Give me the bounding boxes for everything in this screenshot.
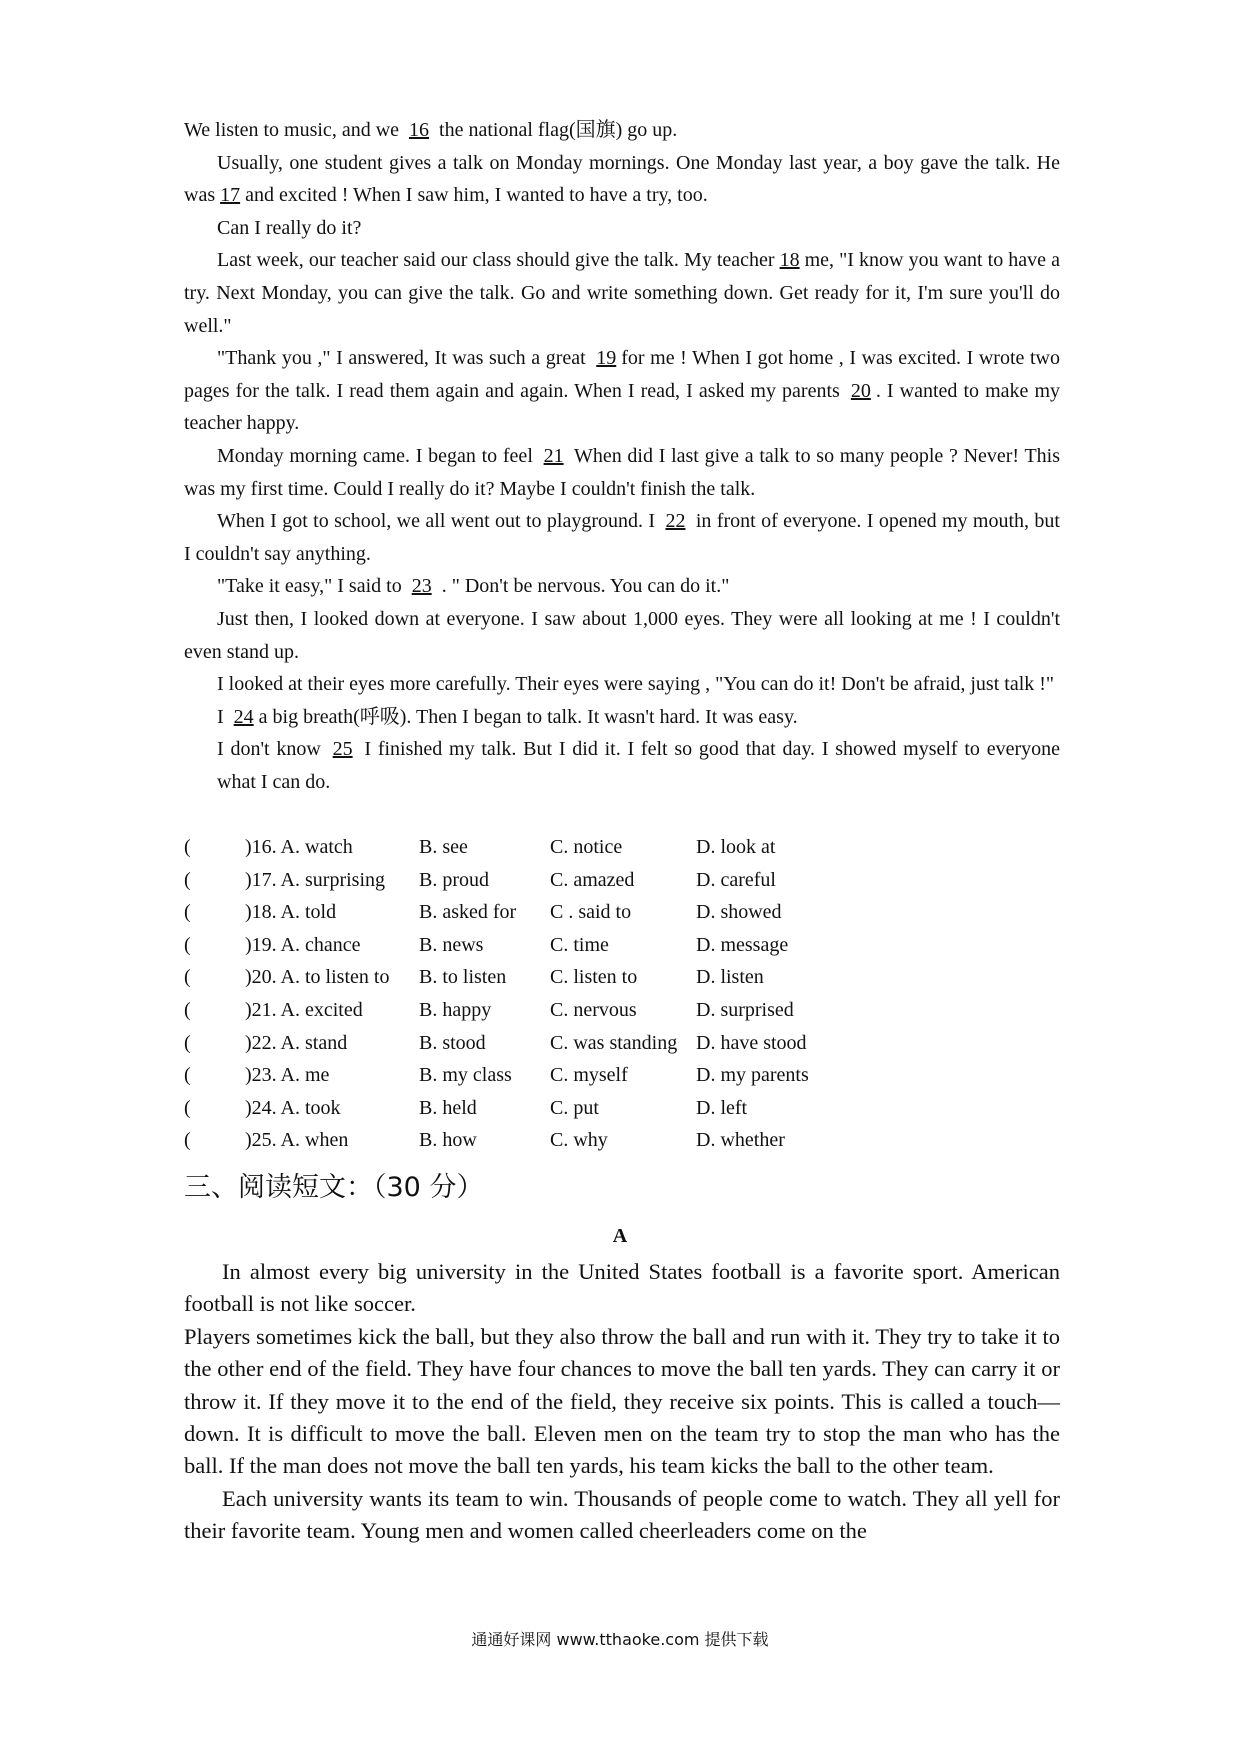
option-d: D. have stood [696, 1031, 807, 1054]
reading-paragraph: In almost every big university in the United States football is a favorite sport. American football is not like soccer. [184, 1259, 1060, 1317]
answer-paren: ( [184, 933, 191, 956]
passage-label: A [612, 1225, 628, 1247]
cloze-passage [184, 114, 1060, 798]
option-c: C. put [550, 1096, 599, 1119]
option-b: B. proud [419, 868, 489, 891]
blank-25: 25 [332, 738, 353, 761]
passage-paragraph: Can I really do it? [217, 216, 362, 239]
option-a: )23. A. me [245, 1064, 330, 1087]
blank-24: 24 [233, 705, 254, 728]
option-d: D. showed [696, 901, 782, 924]
blank-16: 16 [409, 119, 430, 141]
footer-credit: 通通好课网 www.tthaoke.com 提供下载 [471, 1630, 769, 1649]
passage-paragraph: "Take it easy," I said to 23 . " Don't be nervous. You can do it." [217, 575, 730, 598]
option-d: D. left [696, 1096, 748, 1119]
option-a: )18. A. told [245, 901, 337, 924]
option-c: C. was standing [550, 1031, 678, 1054]
option-c: C. nervous [550, 998, 637, 1021]
blank-20: 20 [850, 379, 871, 402]
blank-17: 17 [220, 184, 241, 207]
question-row [184, 1059, 1060, 1092]
blank-19: 19 [596, 347, 617, 370]
option-a: )19. A. chance [245, 933, 361, 956]
option-b: B. how [419, 1129, 477, 1152]
passage-paragraph: "Thank you ," I answered, It was such a great 19 for me ! When I got home , I was excited. I wrote two pages for the talk. I read them again and again. When I read, I asked my parents 20 . I wanted to make my teacher happy. [184, 347, 1060, 435]
option-a: )21. A. excited [245, 998, 363, 1021]
blank-21: 21 [543, 444, 564, 467]
option-d: D. careful [696, 868, 776, 891]
option-c: C . said to [550, 901, 632, 924]
option-c: C. myself [550, 1064, 628, 1087]
blank-18: 18 [779, 249, 800, 272]
option-d: D. whether [696, 1129, 785, 1152]
option-c: C. time [550, 933, 609, 956]
option-a: )20. A. to listen to [245, 966, 390, 989]
section-heading: 三、阅读短文：（30 分） [184, 1172, 484, 1203]
option-a: )24. A. took [245, 1096, 341, 1119]
option-b: B. news [419, 933, 484, 956]
option-d: D. message [696, 933, 789, 956]
question-row [184, 994, 1060, 1027]
question-options [184, 831, 1060, 1157]
option-c: C. amazed [550, 868, 635, 891]
option-d: D. surprised [696, 998, 794, 1021]
option-b: B. held [419, 1096, 477, 1119]
answer-paren: ( [184, 901, 191, 924]
answer-paren: ( [184, 1031, 191, 1054]
answer-paren: ( [184, 966, 191, 989]
option-b: B. happy [419, 998, 492, 1021]
option-d: D. look at [696, 836, 776, 858]
question-row [184, 1027, 1060, 1060]
option-a: )16. A. watch [245, 836, 353, 858]
answer-paren: ( [184, 868, 191, 891]
answer-paren: ( [184, 998, 191, 1021]
blank-22: 22 [665, 510, 686, 533]
question-row [184, 929, 1060, 962]
question-row [184, 831, 1060, 864]
question-row [184, 961, 1060, 994]
reading-paragraph: Each university wants its team to win. Thousands of people come to watch. They all yell for their favorite team. Young men and women called cheerleaders come on the [184, 1485, 1060, 1544]
option-d: D. my parents [696, 1064, 809, 1087]
passage-paragraph: Just then, I looked down at everyone. I saw about 1,000 eyes. They were all looking at me ! I couldn't even stand up. [184, 607, 1060, 663]
passage-paragraph: Monday morning came. I began to feel 21 When did I last give a talk to so many people ? Never! This was my first time. Could I really do it? Maybe I couldn't finish the talk. [184, 444, 1061, 500]
option-a: )22. A. stand [245, 1031, 348, 1054]
passage-paragraph: When I got to school, we all went out to playground. I 22 in front of everyone. I opened my mouth, but I couldn't say anything. [184, 510, 1060, 565]
answer-paren: ( [184, 836, 191, 858]
option-b: B. asked for [419, 901, 517, 924]
reading-paragraph: Players sometimes kick the ball, but they also throw the ball and run with it. They try to take it to the other end of the field. They have four chances to move the ball ten yards. They can carry it or throw it. If they move it to the end of the field, they receive six points. This is called a touch—down. It is difficult to move the ball. Eleven men on the team try to stop the man who has the ball. If the man does not move the ball ten yards, his team kicks the ball to the other team. [184, 1323, 1060, 1479]
passage-paragraph: Last week, our teacher said our class should give the talk. My teacher 18 me, "I know you want to have a try. Next Monday, you can give the talk. Go and write something down. Get ready for it, I'm sure you'll do well." [184, 249, 1061, 337]
option-b: B. see [419, 836, 468, 858]
answer-paren: ( [184, 1129, 191, 1152]
reading-passage [184, 1256, 1060, 1548]
passage-paragraph: I 24 a big breath(呼吸). Then I began to talk. It wasn't hard. It was easy. [217, 705, 798, 728]
option-a: )25. A. when [245, 1129, 349, 1152]
option-b: B. stood [419, 1031, 486, 1054]
option-b: B. to listen [419, 966, 507, 989]
passage-paragraph: I don't know 25 I finished my talk. But I did it. I felt so good that day. I showed myself to everyone what I can do. [217, 738, 1061, 793]
blank-23: 23 [411, 575, 432, 598]
question-row [184, 1124, 1060, 1157]
passage-paragraph: I looked at their eyes more carefully. Their eyes were saying , "You can do it! Don't be afraid, just talk !" [217, 673, 1055, 696]
question-row [184, 864, 1060, 897]
option-c: C. notice [550, 836, 623, 858]
question-row [184, 1092, 1060, 1125]
answer-paren: ( [184, 1064, 191, 1087]
option-b: B. my class [419, 1064, 512, 1087]
option-d: D. listen [696, 966, 764, 989]
option-a: )17. A. surprising [245, 868, 385, 891]
option-c: C. listen to [550, 966, 638, 989]
answer-paren: ( [184, 1096, 191, 1119]
passage-line: We listen to music, and we 16 the national flag(国旗) go up. [184, 119, 678, 141]
option-c: C. why [550, 1129, 608, 1152]
question-row [184, 896, 1060, 929]
passage-paragraph: Usually, one student gives a talk on Monday mornings. One Monday last year, a boy gave the talk. He was 17 and excited ! When I saw him, I wanted to have a try, too. [184, 151, 1060, 207]
